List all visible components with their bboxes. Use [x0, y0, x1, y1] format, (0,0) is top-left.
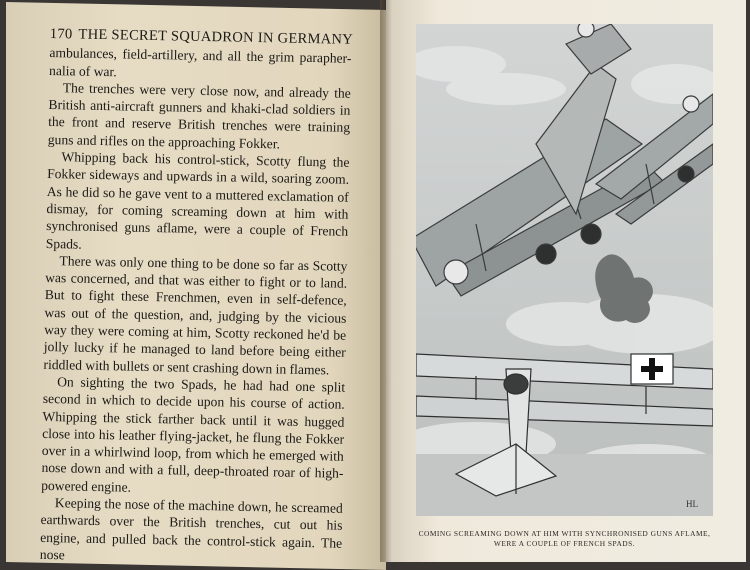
illustration-plate	[416, 24, 713, 516]
paragraph: ambulances, field-artillery, and all the grim parapher-nalia of war.	[49, 45, 352, 79]
paragraph: Whipping back his control-stick, Scotty flung the Fokker sideways and upwards in a wild, soaring zoom. As he did so he gave vent to a muttered exclamation of dismay, for coming screaming down at him with synchronised guns aflame, were a couple of French Spads.	[45, 149, 350, 252]
biplane-illustration	[416, 24, 713, 516]
artist-signature: HL	[686, 499, 698, 509]
paragraph: The trenches were very close now, and already the British anti-aircraft gunners and khaki-clad soldiers in the front and reserve British trenches were training guns and rifles on the approaching Fokker.	[47, 80, 351, 152]
caption-line: WERE A COUPLE OF FRENCH SPADS.	[493, 539, 636, 548]
text-block	[40, 26, 352, 569]
caption-line: COMING SCREAMING DOWN AT HIM WITH SYNCHRONISED GUNS AFLAME,	[418, 529, 711, 538]
paragraph: On sighting the two Spads, he had had one split second in which to decide upon his course of action. Whipping the stick farther back until it was hugged close into his leather flying-jacket, he flung the Fokker over in a whirlwind loop, from which he emerged with nose down and with a full, deep-throated roar of high-powered engine.	[41, 374, 346, 495]
plate-caption	[416, 529, 713, 549]
page-number: 170	[49, 26, 73, 43]
paragraph: Keeping the nose of the machine down, he screamed earthwards over the British trenches, cut out his engine, and pulled back the control-stick again. The nose	[39, 495, 343, 563]
paragraph: There was only one thing to be done so far as Scotty was concerned, and that was either to fight or to land. But to fight these Frenchmen, even in self-defence, was out of the question, and, judging by the vicious way they were coming at him, Scotty reckoned he'd be jolly lucky if he managed to land before being either riddled with bullets or sent crashing down in flames.	[43, 253, 348, 378]
book-gutter	[380, 0, 392, 562]
running-head-title: THE SECRET SQUADRON IN GERMANY	[78, 26, 354, 48]
ground-haze	[416, 454, 713, 516]
